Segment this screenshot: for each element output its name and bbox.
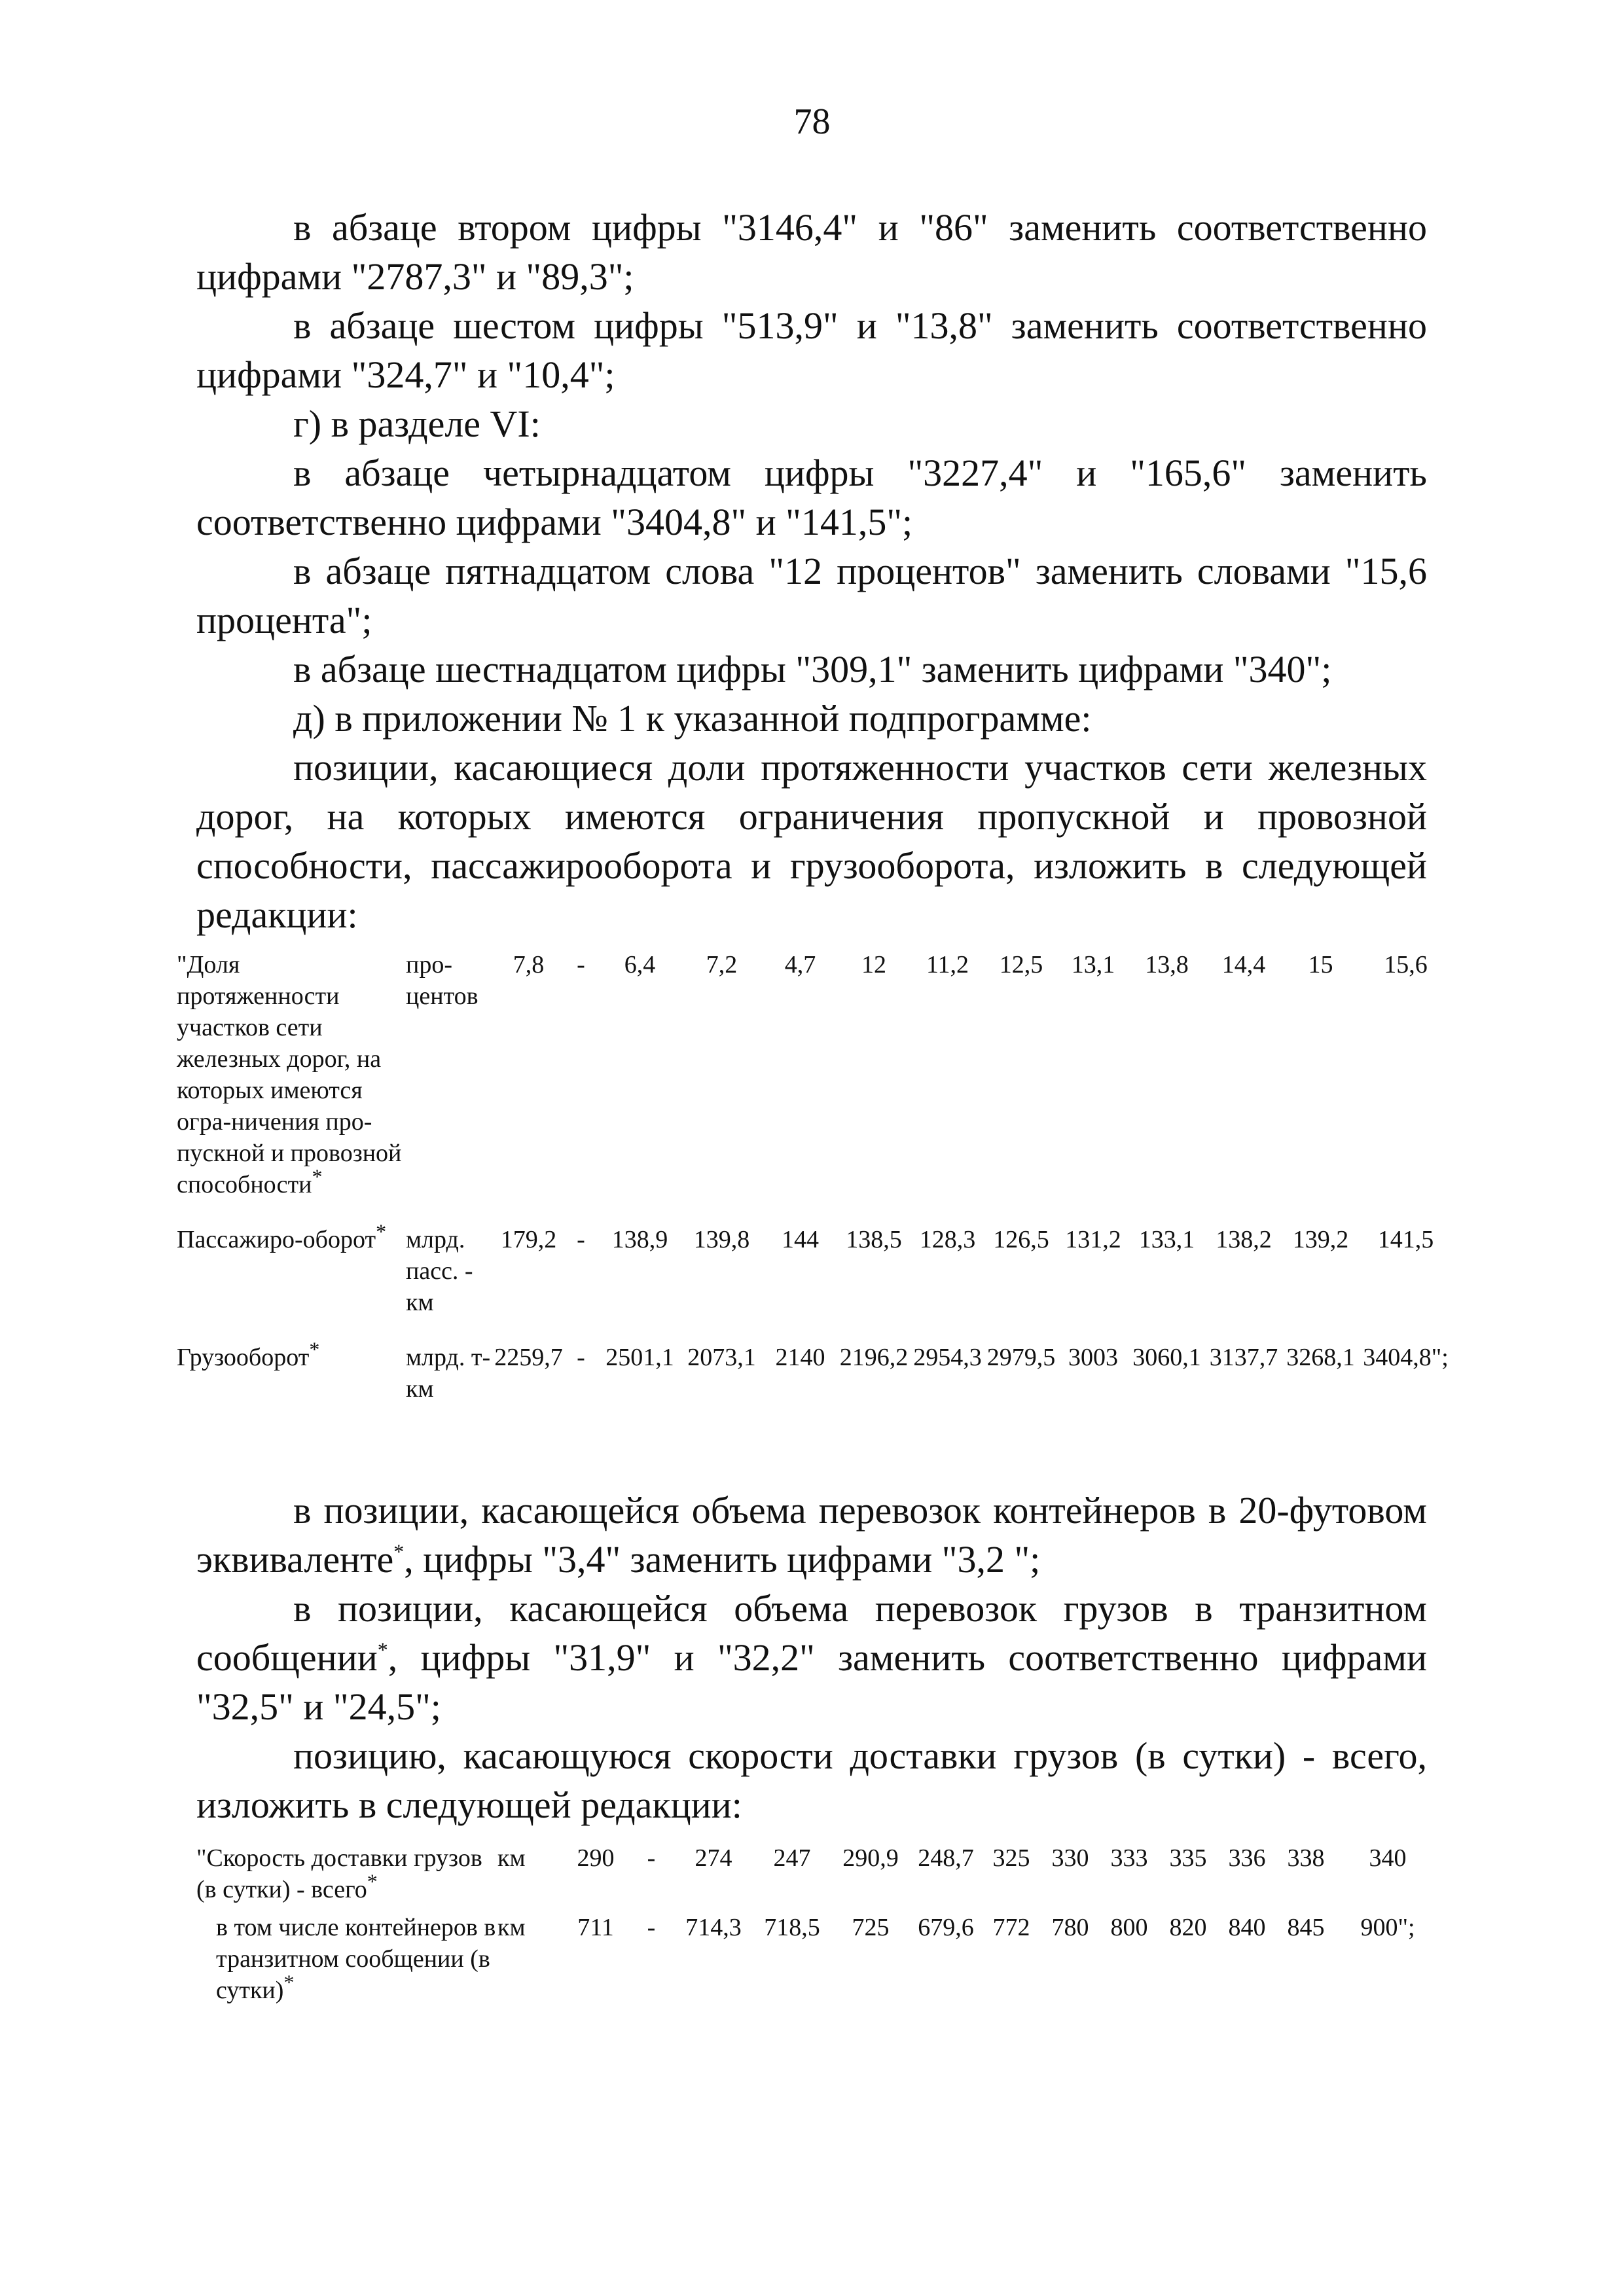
row-name: "Скорость доставки грузов (в сутки) - всего* — [196, 1844, 482, 1903]
table-row — [177, 1200, 1453, 1318]
cell: 800 — [1110, 1914, 1148, 1941]
row-name: в том числе контейнеров в транзитном сообщении (в сутки)* — [216, 1914, 496, 2004]
table-row — [196, 1842, 1440, 1905]
row-name: Пассажиро-оборот* — [177, 1219, 387, 1253]
cell: 179,2 — [500, 1226, 557, 1253]
cell: 772 — [992, 1914, 1030, 1941]
cell: - — [647, 1914, 656, 1941]
cell: 2140 — [775, 1344, 825, 1371]
cell: 7,8 — [513, 951, 545, 978]
row-unit: км — [497, 1914, 526, 1941]
cell: 4,7 — [784, 951, 816, 978]
cell: 2501,1 — [605, 1344, 674, 1371]
paragraph: в абзаце четырнадцатом цифры "3227,4" и "165,6" заменить соответственно цифрами "3404,8" и "141,5"; — [196, 452, 1427, 543]
cell: 139,8 — [693, 1226, 750, 1253]
row-unit: млрд. т-км — [406, 1344, 491, 1403]
table-row — [177, 949, 1453, 1200]
cell: 12 — [861, 951, 886, 978]
cell: 248,7 — [918, 1844, 974, 1872]
cell: 3060,1 — [1132, 1344, 1201, 1371]
cell: 133,1 — [1138, 1226, 1195, 1253]
cell: 679,6 — [918, 1914, 974, 1941]
row-unit: млрд. пасс. - км — [406, 1226, 473, 1316]
cell: 780 — [1051, 1914, 1089, 1941]
row-name: "Доля протяженности участков сети железных дорог, на которых имеются огра-ничения про-пускной и провозной способности* — [177, 951, 402, 1198]
cell: 138,5 — [846, 1226, 902, 1253]
indicators-table-2 — [196, 1842, 1440, 2006]
cell: 141,5 — [1377, 1226, 1434, 1253]
cell: 13,8 — [1145, 951, 1189, 978]
cell: 274 — [695, 1844, 732, 1872]
cell: 131,2 — [1065, 1226, 1121, 1253]
cell: 12,5 — [999, 951, 1043, 978]
paragraph: позиции, касающиеся доли протяженности участков сети железных дорог, на которых имеются ограничения пропускной и провозной способности, пассажирооборота и грузооборота, изложить в следующей редакции: — [196, 746, 1427, 936]
table-row — [177, 1318, 1453, 1405]
cell: 2196,2 — [839, 1344, 909, 1371]
cell: 820 — [1169, 1914, 1207, 1941]
cell: 336 — [1228, 1844, 1266, 1872]
cell: 333 — [1110, 1844, 1148, 1872]
cell: 144 — [782, 1226, 819, 1253]
cell: 325 — [992, 1844, 1030, 1872]
cell: 14,4 — [1221, 951, 1266, 978]
cell: 3268,1 — [1286, 1344, 1355, 1371]
cell: 128,3 — [919, 1226, 976, 1253]
cell: 15 — [1308, 951, 1333, 978]
paragraph: в абзаце пятнадцатом слова "12 процентов" заменить словами "15,6 процента"; — [196, 550, 1427, 641]
cell: 338 — [1287, 1844, 1325, 1872]
cell: 2259,7 — [494, 1344, 563, 1371]
cell: - — [647, 1844, 656, 1872]
cell: 3003 — [1068, 1344, 1118, 1371]
section-heading: г) в разделе VI: — [293, 403, 541, 445]
amendments-top — [196, 203, 1427, 939]
paragraph: в позиции, касающейся объема перевозок грузов в транзитном сообщении*, цифры "31,9" и "32,2" заменить соответственно цифрами "32,5" и "24,5"; — [196, 1587, 1427, 1728]
cell: 139,2 — [1292, 1226, 1349, 1253]
section-heading: д) в приложении № 1 к указанной подпрограмме: — [293, 697, 1092, 740]
paragraph: в позиции, касающейся объема перевозок контейнеров в 20-футовом эквиваленте*, цифры "3,4" заменить цифрами "3,2 "; — [196, 1489, 1427, 1581]
row-unit: км — [497, 1844, 526, 1872]
cell: 138,2 — [1216, 1226, 1272, 1253]
cell: 13,1 — [1071, 951, 1115, 978]
cell: 3404,8"; — [1363, 1344, 1449, 1371]
cell: 6,4 — [624, 951, 656, 978]
cell: 840 — [1228, 1914, 1266, 1941]
cell: 3137,7 — [1209, 1344, 1278, 1371]
paragraph: в абзаце втором цифры "3146,4" и "86" заменить соответственно цифрами "2787,3" и "89,3"; — [196, 206, 1427, 298]
cell: - — [577, 1344, 585, 1371]
paragraph: в абзаце шестом цифры "513,9" и "13,8" заменить соответственно цифрами "324,7" и "10,4"; — [196, 304, 1427, 396]
cell: 900"; — [1360, 1914, 1415, 1941]
indicators-table-1 — [177, 949, 1453, 1405]
paragraph: позицию, касающуюся скорости доставки грузов (в сутки) - всего, изложить в следующей редакции: — [196, 1734, 1427, 1826]
cell: 15,6 — [1384, 951, 1428, 978]
cell: 340 — [1369, 1844, 1407, 1872]
cell: 714,3 — [685, 1914, 742, 1941]
cell: 335 — [1169, 1844, 1207, 1872]
cell: 290 — [577, 1844, 615, 1872]
row-unit: про-центов — [406, 951, 478, 1010]
cell: 2954,3 — [913, 1344, 982, 1371]
cell: 718,5 — [764, 1914, 820, 1941]
cell: 247 — [773, 1844, 811, 1872]
cell: 2073,1 — [687, 1344, 756, 1371]
cell: 11,2 — [926, 951, 969, 978]
cell: 2979,5 — [986, 1344, 1056, 1371]
amendments-middle — [196, 1486, 1427, 1829]
paragraph: в абзаце шестнадцатом цифры "309,1" заменить цифрами "340"; — [293, 648, 1332, 691]
table-row — [196, 1905, 1440, 2006]
cell: 845 — [1287, 1914, 1325, 1941]
cell: 711 — [577, 1914, 614, 1941]
cell: 290,9 — [842, 1844, 899, 1872]
cell: 725 — [852, 1914, 890, 1941]
cell: - — [577, 951, 585, 978]
page-number: 78 — [793, 101, 831, 142]
cell: 126,5 — [993, 1226, 1049, 1253]
row-name: Грузооборот* — [177, 1337, 320, 1371]
cell: 7,2 — [706, 951, 738, 978]
cell: 330 — [1051, 1844, 1089, 1872]
cell: 138,9 — [611, 1226, 668, 1253]
cell: - — [577, 1226, 585, 1253]
